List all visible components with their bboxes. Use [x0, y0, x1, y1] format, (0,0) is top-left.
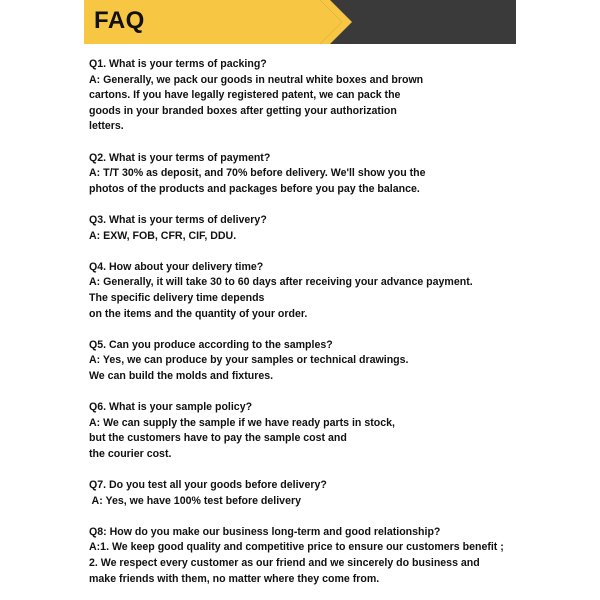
faq-answer-line: A: T/T 30% as deposit, and 70% before delivery. We'll show you the	[89, 167, 426, 180]
faq-answer-line: A: Generally, it will take 30 to 60 days after receiving your advance payment.	[89, 276, 473, 289]
page-title: FAQ	[94, 7, 145, 34]
faq-answer-line: the courier cost.	[89, 447, 172, 460]
faq-answer-line: A: Yes, we have 100% test before delivery	[89, 494, 301, 507]
faq-question: Q8: How do you make our business long-term and good relationship?	[89, 525, 441, 538]
faq-question: Q2. What is your terms of payment?	[89, 151, 271, 164]
faq-item-1	[89, 57, 509, 135]
faq-item-7	[89, 478, 509, 509]
faq-answer-line: A:1. We keep good quality and competitive price to ensure our customers benefit ;	[89, 541, 504, 554]
faq-answer-line: goods in your branded boxes after getting your authorization	[89, 104, 397, 117]
faq-answer-line: cartons. If you have legally registered patent, we can pack the	[89, 89, 401, 102]
faq-answer-line: but the customers have to pay the sample cost and	[89, 432, 347, 445]
faq-question: Q1. What is your terms of packing?	[89, 58, 267, 70]
faq-item-5	[89, 338, 509, 385]
faq-list	[89, 57, 509, 600]
faq-answer-line: We can build the molds and fixtures.	[89, 369, 274, 382]
faq-item-6	[89, 400, 509, 462]
faq-question: Q7. Do you test all your goods before delivery?	[89, 479, 327, 492]
faq-question: Q5. Can you produce according to the samples?	[89, 338, 333, 351]
faq-answer-line: A: EXW, FOB, CFR, CIF, DDU.	[89, 229, 237, 242]
faq-answer-line: A: Yes, we can produce by your samples or technical drawings.	[89, 354, 409, 367]
faq-item-3	[89, 213, 509, 244]
faq-question: Q4. How about your delivery time?	[89, 260, 264, 273]
faq-question: Q6. What is your sample policy?	[89, 401, 253, 414]
faq-item-4	[89, 260, 509, 322]
faq-answer-line: on the items and the quantity of your order.	[89, 307, 308, 320]
faq-question: Q3. What is your terms of delivery?	[89, 213, 267, 226]
faq-item-8	[89, 525, 509, 587]
faq-answer-line: A: We can supply the sample if we have ready parts in stock,	[89, 416, 395, 429]
header-banner-shape	[84, 0, 516, 44]
faq-answer-line: The specific delivery time depends	[89, 291, 265, 304]
faq-answer-line: make friends with them, no matter where they come from.	[89, 572, 380, 585]
faq-item-2	[89, 151, 509, 198]
faq-answer-line: letters.	[89, 120, 124, 133]
faq-answer-line: 2. We respect every customer as our friend and we sincerely do business and	[89, 557, 480, 569]
faq-answer-line: A: Generally, we pack our goods in neutral white boxes and brown	[89, 73, 424, 86]
faq-header-banner	[84, 0, 516, 44]
faq-answer-line: photos of the products and packages before you pay the balance.	[89, 182, 420, 195]
